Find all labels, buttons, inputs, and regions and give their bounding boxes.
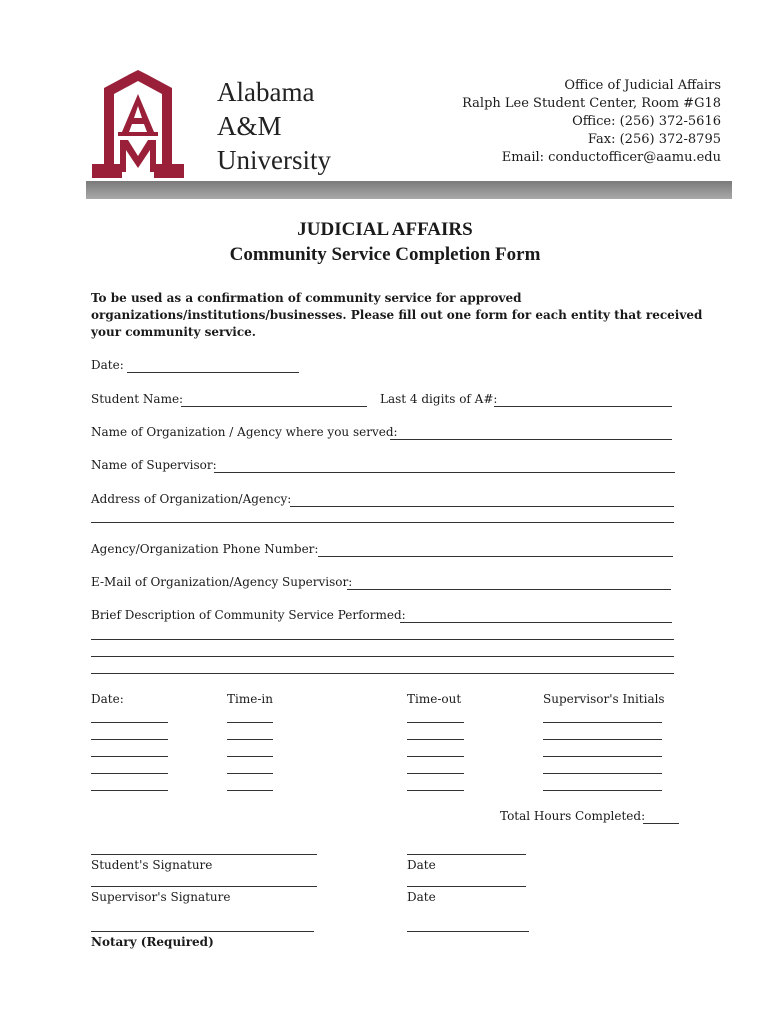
description-input[interactable] (400, 621, 672, 623)
description-label: Brief Description of Community Service Performed: (91, 608, 406, 622)
log-time-in-input[interactable] (227, 755, 273, 757)
office-address: Ralph Lee Student Center, Room #G18 (462, 96, 721, 111)
address-input-line-2[interactable] (91, 521, 674, 523)
total-hours-input[interactable] (643, 822, 679, 824)
log-date-input[interactable] (91, 738, 168, 740)
phone-input[interactable] (318, 555, 673, 557)
student-signature-label: Student's Signature (91, 858, 213, 872)
log-time-out-input[interactable] (407, 789, 464, 791)
log-time-out-input[interactable] (407, 755, 464, 757)
intro-line-3: your community service. (91, 325, 256, 339)
log-time-in-input[interactable] (227, 789, 273, 791)
org-name-label: Name of Organization / Agency where you served: (91, 425, 398, 439)
university-name-line-3: University (217, 145, 331, 175)
student-signature-line[interactable] (91, 853, 317, 855)
description-input-line-3[interactable] (91, 655, 674, 657)
notary-label: Notary (Required) (91, 935, 214, 949)
supervisor-signature-label: Supervisor's Signature (91, 890, 231, 904)
supervisor-date-line[interactable] (407, 885, 526, 887)
office-email: Email: conductofficer@aamu.edu (501, 150, 721, 165)
header-divider (86, 181, 732, 199)
supervisor-name-input[interactable] (214, 471, 675, 473)
log-time-out-input[interactable] (407, 721, 464, 723)
intro-line-2: organizations/institutions/businesses. Please fill out one form for each entity that received (91, 308, 703, 322)
form-title-line-2: Community Service Completion Form (229, 244, 541, 265)
description-input-line-2[interactable] (91, 638, 674, 640)
student-name-input[interactable] (181, 405, 367, 407)
last4-input[interactable] (494, 405, 672, 407)
log-date-input[interactable] (91, 789, 168, 791)
log-header-date: Date: (91, 692, 124, 706)
email-input[interactable] (347, 588, 671, 590)
log-date-input[interactable] (91, 772, 168, 774)
description-input-line-4[interactable] (91, 672, 674, 674)
phone-label: Agency/Organization Phone Number: (91, 542, 319, 556)
office-fax: Fax: (256) 372-8795 (587, 132, 721, 147)
log-initials-input[interactable] (543, 738, 662, 740)
log-header-time-in: Time-in (227, 692, 273, 706)
form-title-line-1: JUDICIAL AFFAIRS (297, 219, 473, 240)
university-name-line-1: Alabama (217, 77, 315, 107)
log-date-input[interactable] (91, 721, 168, 723)
university-name-line-2: A&M (217, 111, 282, 141)
aamu-logo (88, 68, 188, 180)
supervisor-signature-line[interactable] (91, 885, 317, 887)
log-initials-input[interactable] (543, 789, 662, 791)
log-header-time-out: Time-out (407, 692, 462, 706)
office-name: Office of Judicial Affairs (564, 78, 721, 93)
address-label: Address of Organization/Agency: (91, 492, 292, 506)
date-input[interactable] (127, 371, 299, 373)
log-header-initials: Supervisor's Initials (543, 692, 665, 706)
intro-line-1: To be used as a confirmation of community service for approved (91, 291, 522, 305)
supervisor-date-label: Date (407, 890, 436, 904)
log-initials-input[interactable] (543, 721, 662, 723)
last4-label: Last 4 digits of A#: (380, 392, 498, 406)
date-label: Date: (91, 358, 124, 372)
log-time-out-input[interactable] (407, 772, 464, 774)
notary-signature-line[interactable] (91, 930, 314, 932)
student-name-label: Student Name: (91, 392, 184, 406)
address-input[interactable] (290, 505, 674, 507)
log-time-in-input[interactable] (227, 772, 273, 774)
log-time-in-input[interactable] (227, 721, 273, 723)
student-date-label: Date (407, 858, 436, 872)
log-time-out-input[interactable] (407, 738, 464, 740)
supervisor-name-label: Name of Supervisor: (91, 458, 217, 472)
notary-date-line[interactable] (407, 930, 529, 932)
org-name-input[interactable] (390, 438, 672, 440)
log-initials-input[interactable] (543, 772, 662, 774)
student-date-line[interactable] (407, 853, 526, 855)
log-initials-input[interactable] (543, 755, 662, 757)
log-time-in-input[interactable] (227, 738, 273, 740)
total-hours-label: Total Hours Completed: (500, 809, 646, 823)
office-phone: Office: (256) 372-5616 (572, 114, 721, 129)
log-date-input[interactable] (91, 755, 168, 757)
email-label: E-Mail of Organization/Agency Supervisor: (91, 575, 353, 589)
